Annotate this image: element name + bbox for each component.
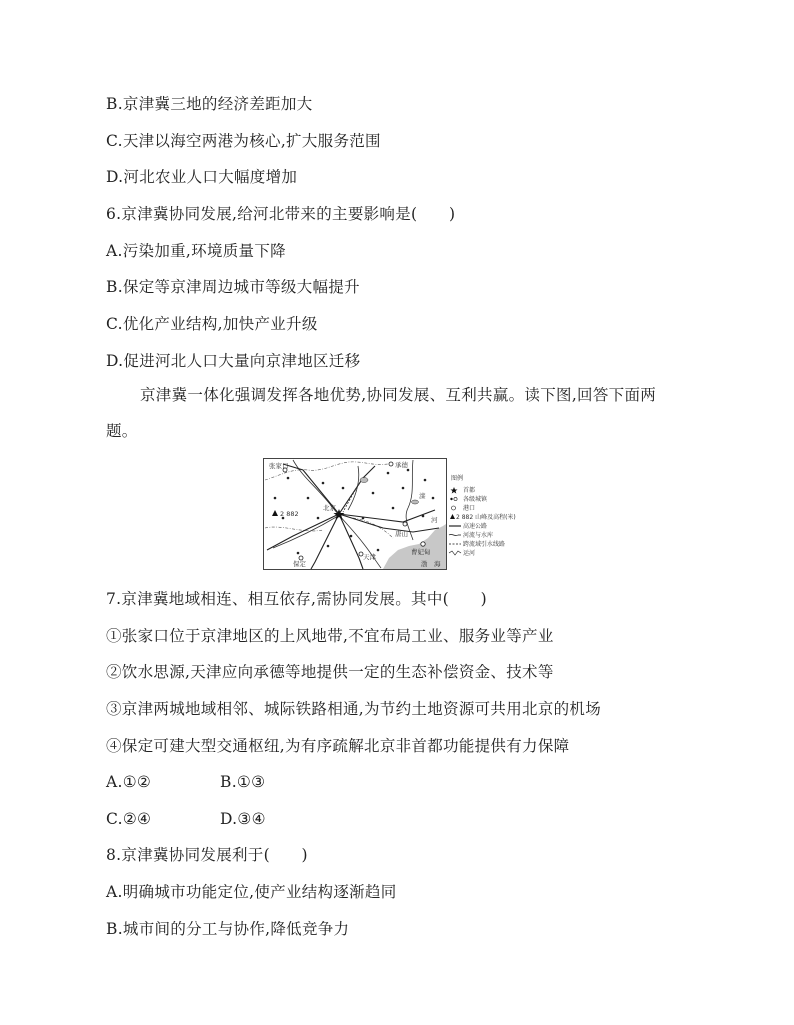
legend-city-icon bbox=[450, 498, 452, 500]
legend-water-line: 跨流域引水线路 bbox=[463, 541, 506, 548]
legend-canal-icon bbox=[449, 551, 461, 555]
legend-capital: 首都 bbox=[463, 487, 476, 494]
q8-option-a: A.明确城市功能定位,使产业结构逐渐趋同 bbox=[106, 883, 397, 901]
q5-option-c: C.天津以海空两港为核心,扩大服务范围 bbox=[106, 132, 381, 150]
legend-canal: 运河 bbox=[463, 550, 476, 557]
label-chengde: 承德 bbox=[395, 461, 408, 469]
q6-option-c: C.优化产业结构,加快产业升级 bbox=[106, 315, 318, 333]
q7-statement-1: ①张家口位于京津地区的上风地带,不宜布局工业、服务业等产业 bbox=[106, 627, 554, 645]
q7-stem: 7.京津冀地域相连、相互依存,需协同发展。其中( ) bbox=[106, 590, 487, 608]
q7-option-d: D.③④ bbox=[220, 810, 266, 828]
reservoir bbox=[360, 478, 368, 483]
label-baoding: 保定 bbox=[293, 560, 306, 568]
label-peak: 2 882 bbox=[280, 510, 299, 518]
label-beijing: 北京 bbox=[323, 504, 336, 512]
caofeidian-port-marker bbox=[421, 542, 425, 546]
q5-option-b: B.京津冀三地的经济差距加大 bbox=[106, 95, 313, 113]
q8-stem: 8.京津冀协同发展利于( ) bbox=[106, 846, 308, 864]
legend-highway: 高速公路 bbox=[463, 523, 488, 530]
legend-port-icon bbox=[452, 506, 456, 510]
label-zhangjiakou: 张家口 bbox=[269, 462, 289, 470]
legend-river-icon bbox=[449, 534, 461, 535]
legend-peak-icon bbox=[450, 514, 455, 519]
legend-river: 河流与水库 bbox=[463, 532, 494, 539]
q7-option-a: A.①② bbox=[106, 773, 152, 791]
label-tangshan: 唐山 bbox=[395, 530, 408, 538]
label-caofeidian: 曹妃甸 bbox=[411, 548, 431, 556]
legend-star-icon bbox=[451, 487, 458, 494]
jingjinji-map-svg bbox=[263, 458, 535, 570]
map-legend bbox=[449, 474, 516, 557]
intro-line-1: 京津冀一体化强调发挥各地优势,协同发展、互利共赢。读下图,回答下面两 bbox=[140, 386, 657, 404]
q7-statement-2: ②饮水思源,天津应向承德等地提供一定的生态补偿资金、技术等 bbox=[106, 663, 554, 681]
chengde-marker bbox=[389, 462, 393, 466]
q7-statement-4: ④保定可建大型交通枢纽,为有序疏解北京非首都功能提供有力保障 bbox=[106, 737, 570, 755]
legend-port: 港口 bbox=[463, 505, 476, 512]
q7-option-b: B.①③ bbox=[220, 773, 266, 791]
q5-option-d: D.河北农业人口大幅度增加 bbox=[106, 168, 298, 186]
intro-paragraph bbox=[106, 377, 706, 449]
label-tianjin: 天津 bbox=[363, 553, 376, 561]
legend-city: 各级城镇 bbox=[463, 496, 488, 503]
q6-option-d: D.促进河北人口大量向京津地区迁移 bbox=[106, 352, 361, 370]
reservoir bbox=[412, 500, 419, 504]
q6-stem: 6.京津冀协同发展,给河北带来的主要影响是( ) bbox=[106, 205, 456, 223]
label-bohai: 渤 海 bbox=[421, 560, 441, 568]
q7-option-c: C.②④ bbox=[106, 810, 152, 828]
q6-option-b: B.保定等京津周边城市等级大幅提升 bbox=[106, 278, 360, 296]
q6-option-a: A.污染加重,环境质量下降 bbox=[106, 242, 286, 260]
label-he: 河 bbox=[431, 516, 438, 524]
legend-title: 图例 bbox=[451, 475, 464, 482]
intro-line-2: 题。 bbox=[106, 422, 138, 440]
legend-city-icon-2 bbox=[454, 497, 457, 500]
q8-option-b: B.城市间的分工与协作,降低竞争力 bbox=[106, 920, 350, 938]
tangshan-marker bbox=[403, 522, 407, 526]
label-luan: 滦 bbox=[419, 492, 426, 500]
q7-statement-3: ③京津两城地域相邻、城际铁路相通,为节约土地资源可共用北京的机场 bbox=[106, 700, 602, 718]
legend-peak: 2 882 山峰及高程(米) bbox=[456, 514, 516, 521]
jingjinji-map-figure bbox=[263, 458, 535, 570]
